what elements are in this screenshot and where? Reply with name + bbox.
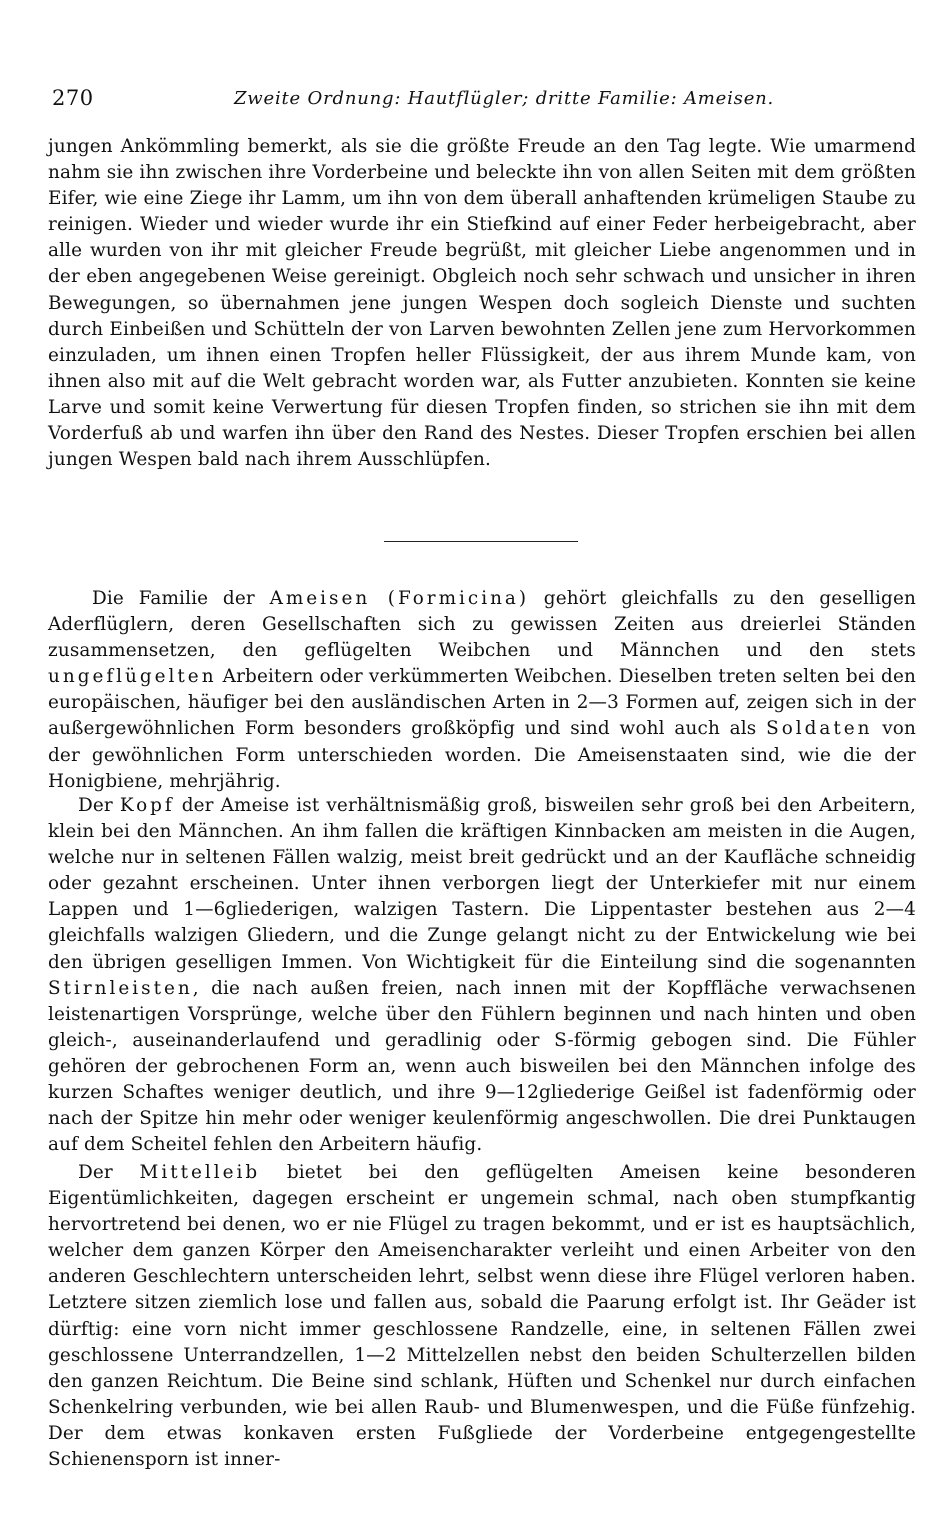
paragraph-ant-family-intro [48, 586, 916, 795]
page-header [48, 86, 918, 116]
text-run: , die nach außen freien, nach innen mit der Kopffläche verwachsenen leistenartigen Vorsprünge, welche über den Fühlern beginnen und nach hinten und oben gleich-, auseinanderlaufend und geradlinig oder S-förmig gebogen sind. Die Fühler gehören der gebrochenen Form an, wenn auch bisweilen bei den Männchen infolge des kurzen Schaftes weniger deutlich, und ihre 9—12gliederige Geißel ist fadenförmig oder nach der Spitze hin mehr oder weniger keulenförmig angeschwollen. Die drei Punktaugen auf dem Scheitel fehlen den Arbeitern häufig. [48, 977, 916, 1156]
running-title: Zweite Ordnung: Hautflügler; dritte Familie: Ameisen. [234, 88, 775, 109]
text-run: gehört gleichfalls zu den geselligen Aderflüglern, deren Gesellschaften sich zu gewissen Zeiten aus dreierlei Ständen zusammensetzen, den geflügelten Weibchen und Männchen und den stets [48, 588, 916, 662]
term-kopf: Kopf [119, 795, 175, 816]
paragraph-thorax [48, 1160, 916, 1473]
term-stirnleisten: Stirnleisten [48, 977, 193, 999]
text-run: Der [78, 795, 120, 816]
term-ameisen: Ameisen (Formicina) [269, 588, 530, 609]
term-ungefluegelten: ungeflügelten [48, 666, 217, 688]
text-run: von der gewöhnlichen Form unterschieden worden. Die Ameisenstaaten sind, wie die der Honigbiene, mehrjährig. [48, 718, 916, 792]
text-run: der Ameise ist verhältnismäßig groß, bisweilen sehr groß bei den Arbeitern, klein bei den Männchen. An ihm fallen die kräftigen Kinnbacken am meisten in die Augen, welche nur in seltenen Fällen walzig, meist breit gedrückt und an der Kaufläche schneidig oder gezahnt erscheinen. Unter ihnen verborgen liegt der Unterkiefer mit nur einem Lappen und 1—6gliederigen, walzigen Tastern. Die Lippentaster bestehen aus 2—4 gleichfalls walzigen Gliedern, und die Zunge gelangt nicht zu der Entwickelung wie bei den übrigen geselligen Immen. Von Wichtigkeit für die Einteilung sind die sogenannten [48, 795, 916, 973]
paragraph-head [48, 793, 916, 1158]
text-run: Arbeitern oder verkümmerten Weibchen. Dieselben treten selten bei den europäischen, häufiger bei den ausländischen Arten in 2—3 Formen auf, zeigen sich in der außergewöhnlichen Form besonders großköpfig und sind wohl auch als [48, 666, 916, 740]
term-soldaten: Soldaten [766, 718, 873, 740]
paragraph-wasps-continued: jungen Ankömmling bemerkt, als sie die größte Freude an den Tag legte. Wie umarmend nahm sie ihn zwischen ihre Vorderbeine und beleckte ihn von allen Seiten mit dem größten Eifer, wie eine Ziege ihr Lamm, um ihn von dem überall anhaftenden krümeligen Staube zu reinigen. Wieder und wieder wurde ihr ein Stiefkind auf einer Feder herbeigebracht, aber alle wurden von ihr mit gleicher Freude begrüßt, mit gleicher Liebe angenommen und in der eben angegebenen Weise gereinigt. Obgleich noch sehr schwach und unsicher in ihren Bewegungen, so übernahmen jene jungen Wespen doch sogleich Dienste und suchten durch Einbeißen und Schütteln der von Larven bewohnten Zellen jene zum Hervorkommen einzuladen, um ihnen einen Tropfen heller Flüssigkeit, der aus ihrem Munde kam, von ihnen also mit auf die Welt gebracht worden war, als Futter anzubieten. Konnten sie keine Larve und somit keine Verwertung für diesen Tropfen finden, so strichen sie ihn mit dem Vorderfuß ab und warfen ihn über den Rand des Nestes. Dieser Tropfen erschien bei allen jungen Wespen bald nach ihrem Ausschlüpfen. [48, 136, 916, 471]
section-divider [384, 541, 578, 542]
term-mittelleib: Mittelleib [139, 1162, 261, 1183]
text-run: Die Familie der [92, 588, 270, 609]
text-run: Der [78, 1162, 140, 1183]
text-run: bietet bei den geflügelten Ameisen keine besonderen Eigentümlichkeiten, dagegen erscheint er ungemein schmal, nach oben stumpfkantig hervortretend bei denen, wo er nie Flügel zu tragen bekommt, und er ist es hauptsächlich, welcher dem ganzen Körper den Ameisencharakter verleiht und einen Arbeiter von den anderen Geschlechtern unterscheiden lehrt, selbst wenn diese ihre Flügel verloren haben. Letztere sitzen ziemlich lose und fallen aus, sobald die Paarung erfolgt ist. Ihr Geäder ist dürftig: eine vorn nicht immer geschlossene Randzelle, eine, in seltenen Fällen zwei geschlossene Unterrandzellen, 1—2 Mittelzellen nebst den beiden Schulterzellen bilden den ganzen Reichtum. Die Beine sind schlank, Hüften und Schenkel nur durch einfachen Schenkelring verbunden, wie bei allen Raub- und Blumenwespen, und die Füße fünfzehig. Der dem etwas konkaven ersten Fußgliede der Vorderbeine entgegengestellte Schienensporn ist inner- [48, 1162, 916, 1471]
page-number: 270 [52, 86, 94, 110]
